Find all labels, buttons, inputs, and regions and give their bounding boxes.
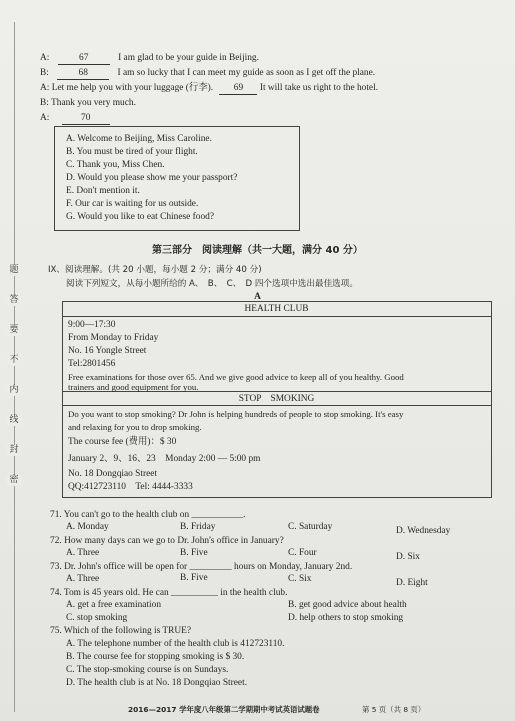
health-club-title: HEALTH CLUB [244, 304, 309, 314]
dialogue-text: I am glad to be your guide in Beijing. [118, 53, 259, 63]
health-club-address: No. 16 Yongle Street [68, 346, 147, 356]
question-stem: 74. Tom is 45 years old. He can __________ in the health club. [50, 588, 288, 598]
answer-option[interactable]: A. get a free examination [66, 600, 162, 610]
speaker: A: [40, 53, 50, 63]
divider [62, 316, 491, 317]
stop-smoking-title: STOP SMOKING [238, 394, 315, 404]
question-stem: 73. Dr. John's office will be open for _________ hours on Monday, January 2nd. [50, 562, 353, 572]
dialogue-line [40, 82, 378, 95]
dialogue-text: Let me help you with your luggage (行李). [51, 83, 214, 93]
binding-char: 不 [6, 355, 22, 366]
binding-line [14, 22, 15, 712]
health-club-desc: trainers and good equipment for you. [68, 382, 199, 392]
answer-blank[interactable]: 70 [62, 112, 110, 125]
divider [62, 405, 491, 406]
answer-blank[interactable]: 69 [219, 82, 257, 95]
answer-option[interactable]: A. Monday [66, 522, 109, 532]
binding-char: 密 [6, 475, 22, 486]
speaker: B: [40, 68, 49, 78]
page-number: 第 5 页（共 8 页） [362, 705, 426, 714]
option-item: E. Don't mention it. [66, 186, 140, 196]
answer-option[interactable]: B. The course fee for stopping smoking is $ 30. [66, 652, 245, 662]
health-club-desc: Free examinations for those over 65. And we give good advice to keep all of you healthy. Good [68, 372, 404, 382]
answer-option[interactable]: D. Wednesday [396, 526, 451, 536]
option-item: B. You must be tired of your flight. [66, 147, 198, 157]
health-club-tel: Tel:2801456 [68, 359, 116, 369]
option-item: A. Welcome to Beijing, Miss Caroline. [66, 134, 212, 144]
answer-option[interactable]: D. The health club is at No. 18 Dongqiao Street. [66, 678, 248, 688]
course-fee: The course fee (费用)：$ 30 [68, 437, 177, 447]
answer-option[interactable]: B. Five [180, 548, 208, 558]
answer-option[interactable]: B. Five [180, 573, 208, 583]
footer-title: 2016—2017 学年度八年级第二学期期中考试英语试题卷 [128, 705, 320, 714]
answer-option[interactable]: D. Eight [396, 578, 428, 588]
part-heading: 第三部分 阅读理解（共一大题，满分 40 分） [152, 245, 363, 256]
answer-option[interactable]: A. Three [66, 574, 100, 584]
answer-option[interactable]: A. Three [66, 548, 100, 558]
stop-smoking-address: No. 18 Dongqiao Street [68, 469, 158, 479]
stop-smoking-desc: and relaxing for you to drop smoking. [68, 422, 202, 432]
answer-option[interactable]: C. The stop-smoking course is on Sundays. [66, 665, 229, 675]
answer-option[interactable]: B. Friday [180, 522, 216, 532]
dialogue-text: I am so lucky that I can meet my guide as soon as I get off the plane. [117, 68, 376, 78]
question-stem: 75. Which of the following is TRUE? [50, 626, 192, 636]
binding-char: 要 [6, 325, 22, 336]
option-item: F. Our car is waiting for us outside. [66, 199, 199, 209]
answer-option[interactable]: C. Saturday [288, 522, 333, 532]
answer-option[interactable]: D. Six [396, 552, 420, 562]
answer-option[interactable]: A. The telephone number of the health club is 412723110. [66, 639, 285, 649]
health-club-hours: 9:00—17:30 [68, 320, 116, 330]
section-title: IX、阅读理解。(共 20 小题，每小题 2 分；满分 40 分) [48, 265, 262, 275]
instructions: 阅读下列短文，从每小题所给的 A、 B、 C、 D 四个选项中选出最佳选项。 [66, 279, 358, 289]
dialogue-line [40, 52, 259, 65]
binding-char: 答 [6, 295, 22, 306]
stop-smoking-desc: Do you want to stop smoking? Dr John is helping hundreds of people to stop smoking. It's easy [68, 409, 404, 419]
dialogue-text: Thank you very much. [51, 98, 136, 108]
course-dates: January 2、9、16、23 Monday 2:00 — 5:00 pm [68, 454, 261, 464]
answer-option[interactable]: C. stop smoking [66, 613, 128, 623]
binding-char: 线 [6, 415, 22, 426]
dialogue-line [40, 67, 375, 80]
question-stem: 72. How many days can we go to Dr. John's office in January? [50, 536, 284, 546]
speaker: A: [40, 83, 50, 93]
binding-char: 题 [6, 265, 22, 276]
option-item: G. Would you like to eat Chinese food? [66, 212, 215, 222]
stop-smoking-contact: QQ:412723110 Tel: 4444-3333 [68, 482, 193, 492]
answer-blank[interactable]: 68 [57, 67, 109, 80]
question-stem: 71. You can't go to the health club on ___________. [50, 510, 246, 520]
binding-char: 封 [6, 445, 22, 456]
speaker: A: [40, 113, 50, 123]
answer-option[interactable]: B. get good advice about health [288, 600, 407, 610]
passage-label: A [254, 292, 261, 302]
answer-blank[interactable]: 67 [58, 52, 110, 65]
binding-char: 内 [6, 385, 22, 396]
dialogue-line [40, 97, 136, 109]
dialogue-line [40, 112, 110, 125]
answer-option[interactable]: D. help others to stop smoking [288, 613, 404, 623]
answer-option[interactable]: C. Four [288, 548, 317, 558]
option-item: D. Would you please show me your passport? [66, 173, 238, 183]
speaker: B: [40, 98, 49, 108]
option-item: C. Thank you, Miss Chen. [66, 160, 165, 170]
health-club-days: From Monday to Friday [68, 333, 159, 343]
answer-option[interactable]: C. Six [288, 574, 312, 584]
dialogue-text: It will take us right to the hotel. [259, 83, 379, 93]
